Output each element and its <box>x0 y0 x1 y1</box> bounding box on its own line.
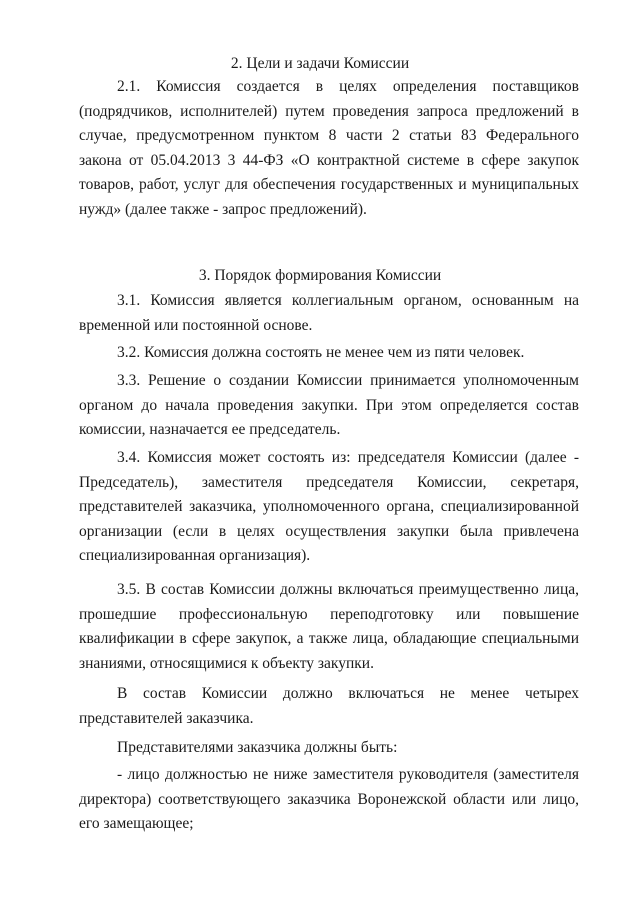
paragraph-3-5: 3.5. В состав Комиссии должны включаться преимущественно лица, прошедшие профессиональную переподготовку или повышение квалификации в сфере закупок, а также лица, обладающие специальными знаниями, относящимися к объекту закупки. <box>79 581 579 672</box>
section-3-heading: 3. Порядок формирования Комиссии <box>198 267 442 284</box>
section-2-heading: 2. Цели и задачи Комиссии <box>230 55 410 72</box>
paragraph-3-2: 3.2. Комиссия должна состоять не менее чем из пяти человек. <box>117 344 525 361</box>
paragraph-representatives-intro: Представителями заказчика должны быть: <box>117 739 398 756</box>
paragraph-3-1: 3.1. Комиссия является коллегиальным органом, основанным на временной или постоянной основе. <box>79 292 579 334</box>
paragraph-3-3: 3.3. Решение о создании Комиссии принимается уполномоченным органом до начала проведения закупки. При этом определяется состав комиссии, назначается ее председатель. <box>79 372 579 438</box>
paragraph-3-4: 3.4. Комиссия может состоять из: председателя Комиссии (далее - Председатель), заместителя председателя Комиссии, секретаря, представителей заказчика, уполномоченного органа, специализированной организации (если в целях осуществления закупки была привлечена специализированная организация). <box>79 449 579 564</box>
paragraph-deputy-head: - лицо должностью не ниже заместителя руководителя (заместителя директора) соответствующего заказчика Воронежской области или лицо, его замещающее; <box>79 766 579 832</box>
paragraph-customer-representatives: В состав Комиссии должно включаться не менее четырех представителей заказчика. <box>79 685 579 727</box>
paragraph-2-1: 2.1. Комиссия создается в целях определения поставщиков (подрядчиков, исполнителей) путем проведения запроса предложений в случае, предусмотренном пунктом 8 части 2 статьи 83 Федерального закона от 05.04.2013 3 44-ФЗ «О контрактной системе в сфере закупок товаров, работ, услуг для обеспечения государственных и муниципальных нужд» (далее также - запрос предложений). <box>79 78 579 218</box>
